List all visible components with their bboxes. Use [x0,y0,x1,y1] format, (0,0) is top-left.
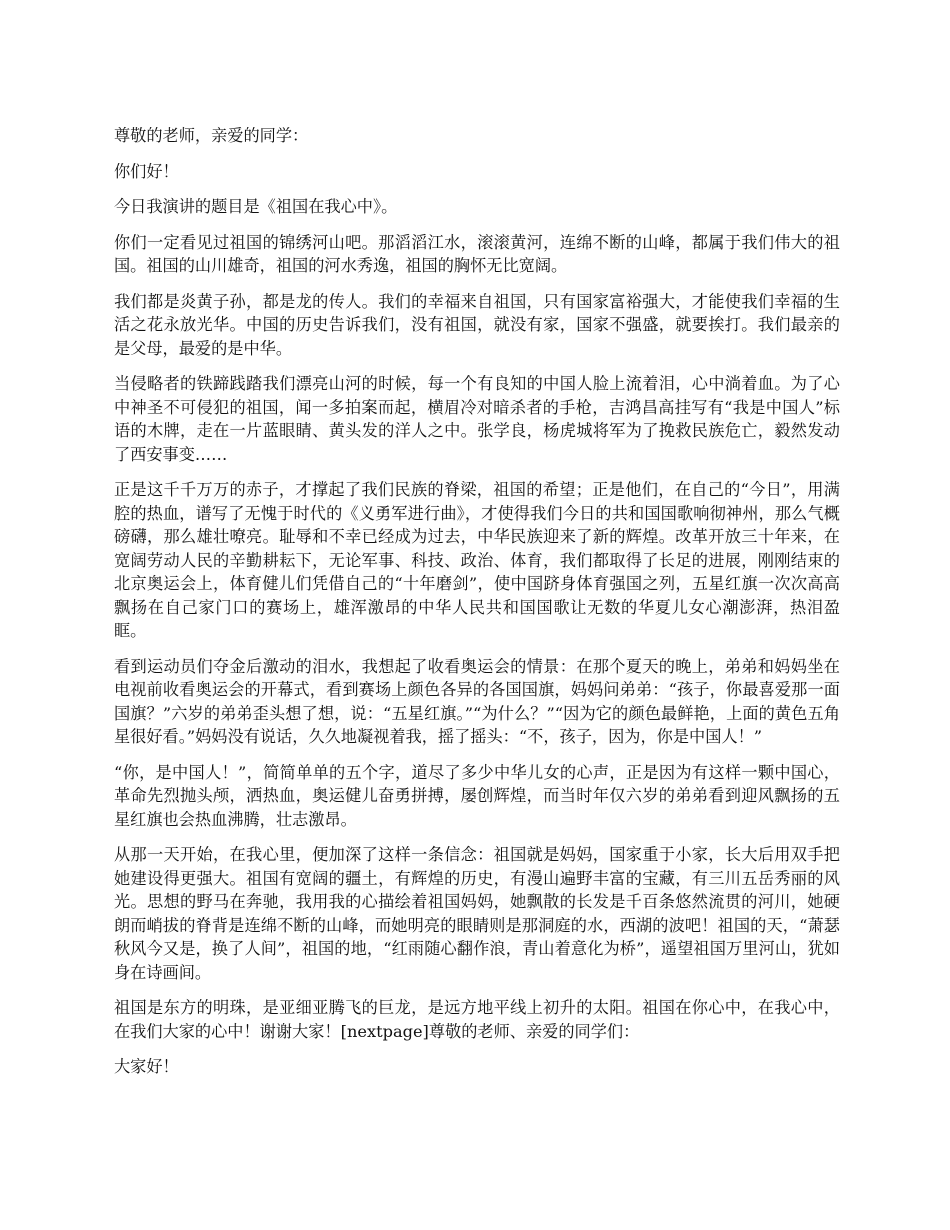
paragraph: 当侵略者的铁蹄践踏我们漂亮山河的时候，每一个有良知的中国人脸上流着泪，心中淌着血。为了心中神圣不可侵犯的祖国，闻一多拍案而起，横眉冷对暗杀者的手枪，吉鸿昌高挂写有“我是中国人”标语的木牌，走在一片蓝眼睛、黄头发的洋人之中。张学良，杨虎城将军为了挽救民族危亡，毅然发动了西安事变…… [114,374,840,464]
document-body [114,124,840,1091]
paragraph: 看到运动员们夺金后激动的泪水，我想起了收看奥运会的情景：在那个夏天的晚上，弟弟和妈妈坐在电视前收看奥运会的开幕式，看到赛场上颜色各异的各国国旗，妈妈问弟弟：“孩子，你最喜爱那一面国旗？”六岁的弟弟歪头想了想，说：“五星红旗。”“为什么？”“因为它的颜色最鲜艳，上面的黄色五角星很好看。”妈妈没有说话，久久地凝视着我，摇了摇头：“不，孩子，因为，你是中国人！” [114,656,840,746]
paragraph: 祖国是东方的明珠，是亚细亚腾飞的巨龙，是远方地平线上初升的太阳。祖国在你心中，在我心中，在我们大家的心中！谢谢大家！[nextpage]尊敬的老师、亲爱的同学们： [114,998,840,1041]
paragraph: 正是这千千万万的赤子，才撑起了我们民族的脊梁，祖国的希望；正是他们，在自己的“今日”，用满腔的热血，谱写了无愧于时代的《义勇军进行曲》，才使得我们今日的共和国国歌响彻神州，那么气概磅礴，那么雄壮嘹亮。耻辱和不幸已经成为过去，中华民族迎来了新的辉煌。改革开放三十年来，在宽阔劳动人民的辛勤耕耘下，无论军事、科技、政治、体育，我们都取得了长足的进展，刚刚结束的北京奥运会上，体育健儿们凭借自己的“十年磨剑”，使中国跻身体育强国之列，五星红旗一次次高高飘扬在自己家门口的赛场上，雄浑激昂的中华人民共和国国歌让无数的华夏儿女心潮澎湃，热泪盈眶。 [114,480,840,640]
closing-greeting: 大家好！ [114,1057,179,1076]
paragraph: “你，是中国人！”，简简单单的五个字，道尽了多少中华儿女的心声，正是因为有这样一颗中国心，革命先烈抛头颅，洒热血，奥运健儿奋勇拼搏，屡创辉煌，而当时年仅六岁的弟弟看到迎风飘扬的五星红旗也会热血沸腾，壮志激昂。 [114,762,840,829]
salutation: 尊敬的老师，亲爱的同学： [114,126,309,145]
paragraph: 我们都是炎黄子孙，都是龙的传人。我们的幸福来自祖国，只有国家富裕强大，才能使我们幸福的生活之花永放光华。中国的历史告诉我们，没有祖国，就没有家，国家不强盛，就要挨打。我们最亲的是父母，最爱的是中华。 [114,291,840,358]
speech-title-line: 今日我演讲的题目是《祖国在我心中》。 [114,197,398,216]
greeting: 你们好！ [114,161,179,181]
paragraph: 从那一天开始，在我心里，便加深了这样一条信念：祖国就是妈妈，国家重于小家，长大后用双手把她建设得更强大。祖国有宽阔的疆土，有辉煌的历史，有漫山遍野丰富的宝藏，有三川五岳秀丽的风光。思想的野马在奔驰，我用我的心描绘着祖国妈妈，她飘散的长发是千百条悠然流贯的河川，她硬朗而峭拔的脊背是连绵不断的山峰，而她明亮的眼睛则是那洞庭的水，西湖的波吧！祖国的天，“萧瑟秋风今又是，换了人间”，祖国的地，“红雨随心翻作浪，青山着意化为桥”，遥望祖国万里河山，犹如身在诗画间。 [114,845,840,982]
paragraph: 你们一定看见过祖国的锦绣河山吧。那滔滔江水，滚滚黄河，连绵不断的山峰，都属于我们伟大的祖国。祖国的山川雄奇，祖国的河水秀逸，祖国的胸怀无比宽阔。 [114,232,840,275]
